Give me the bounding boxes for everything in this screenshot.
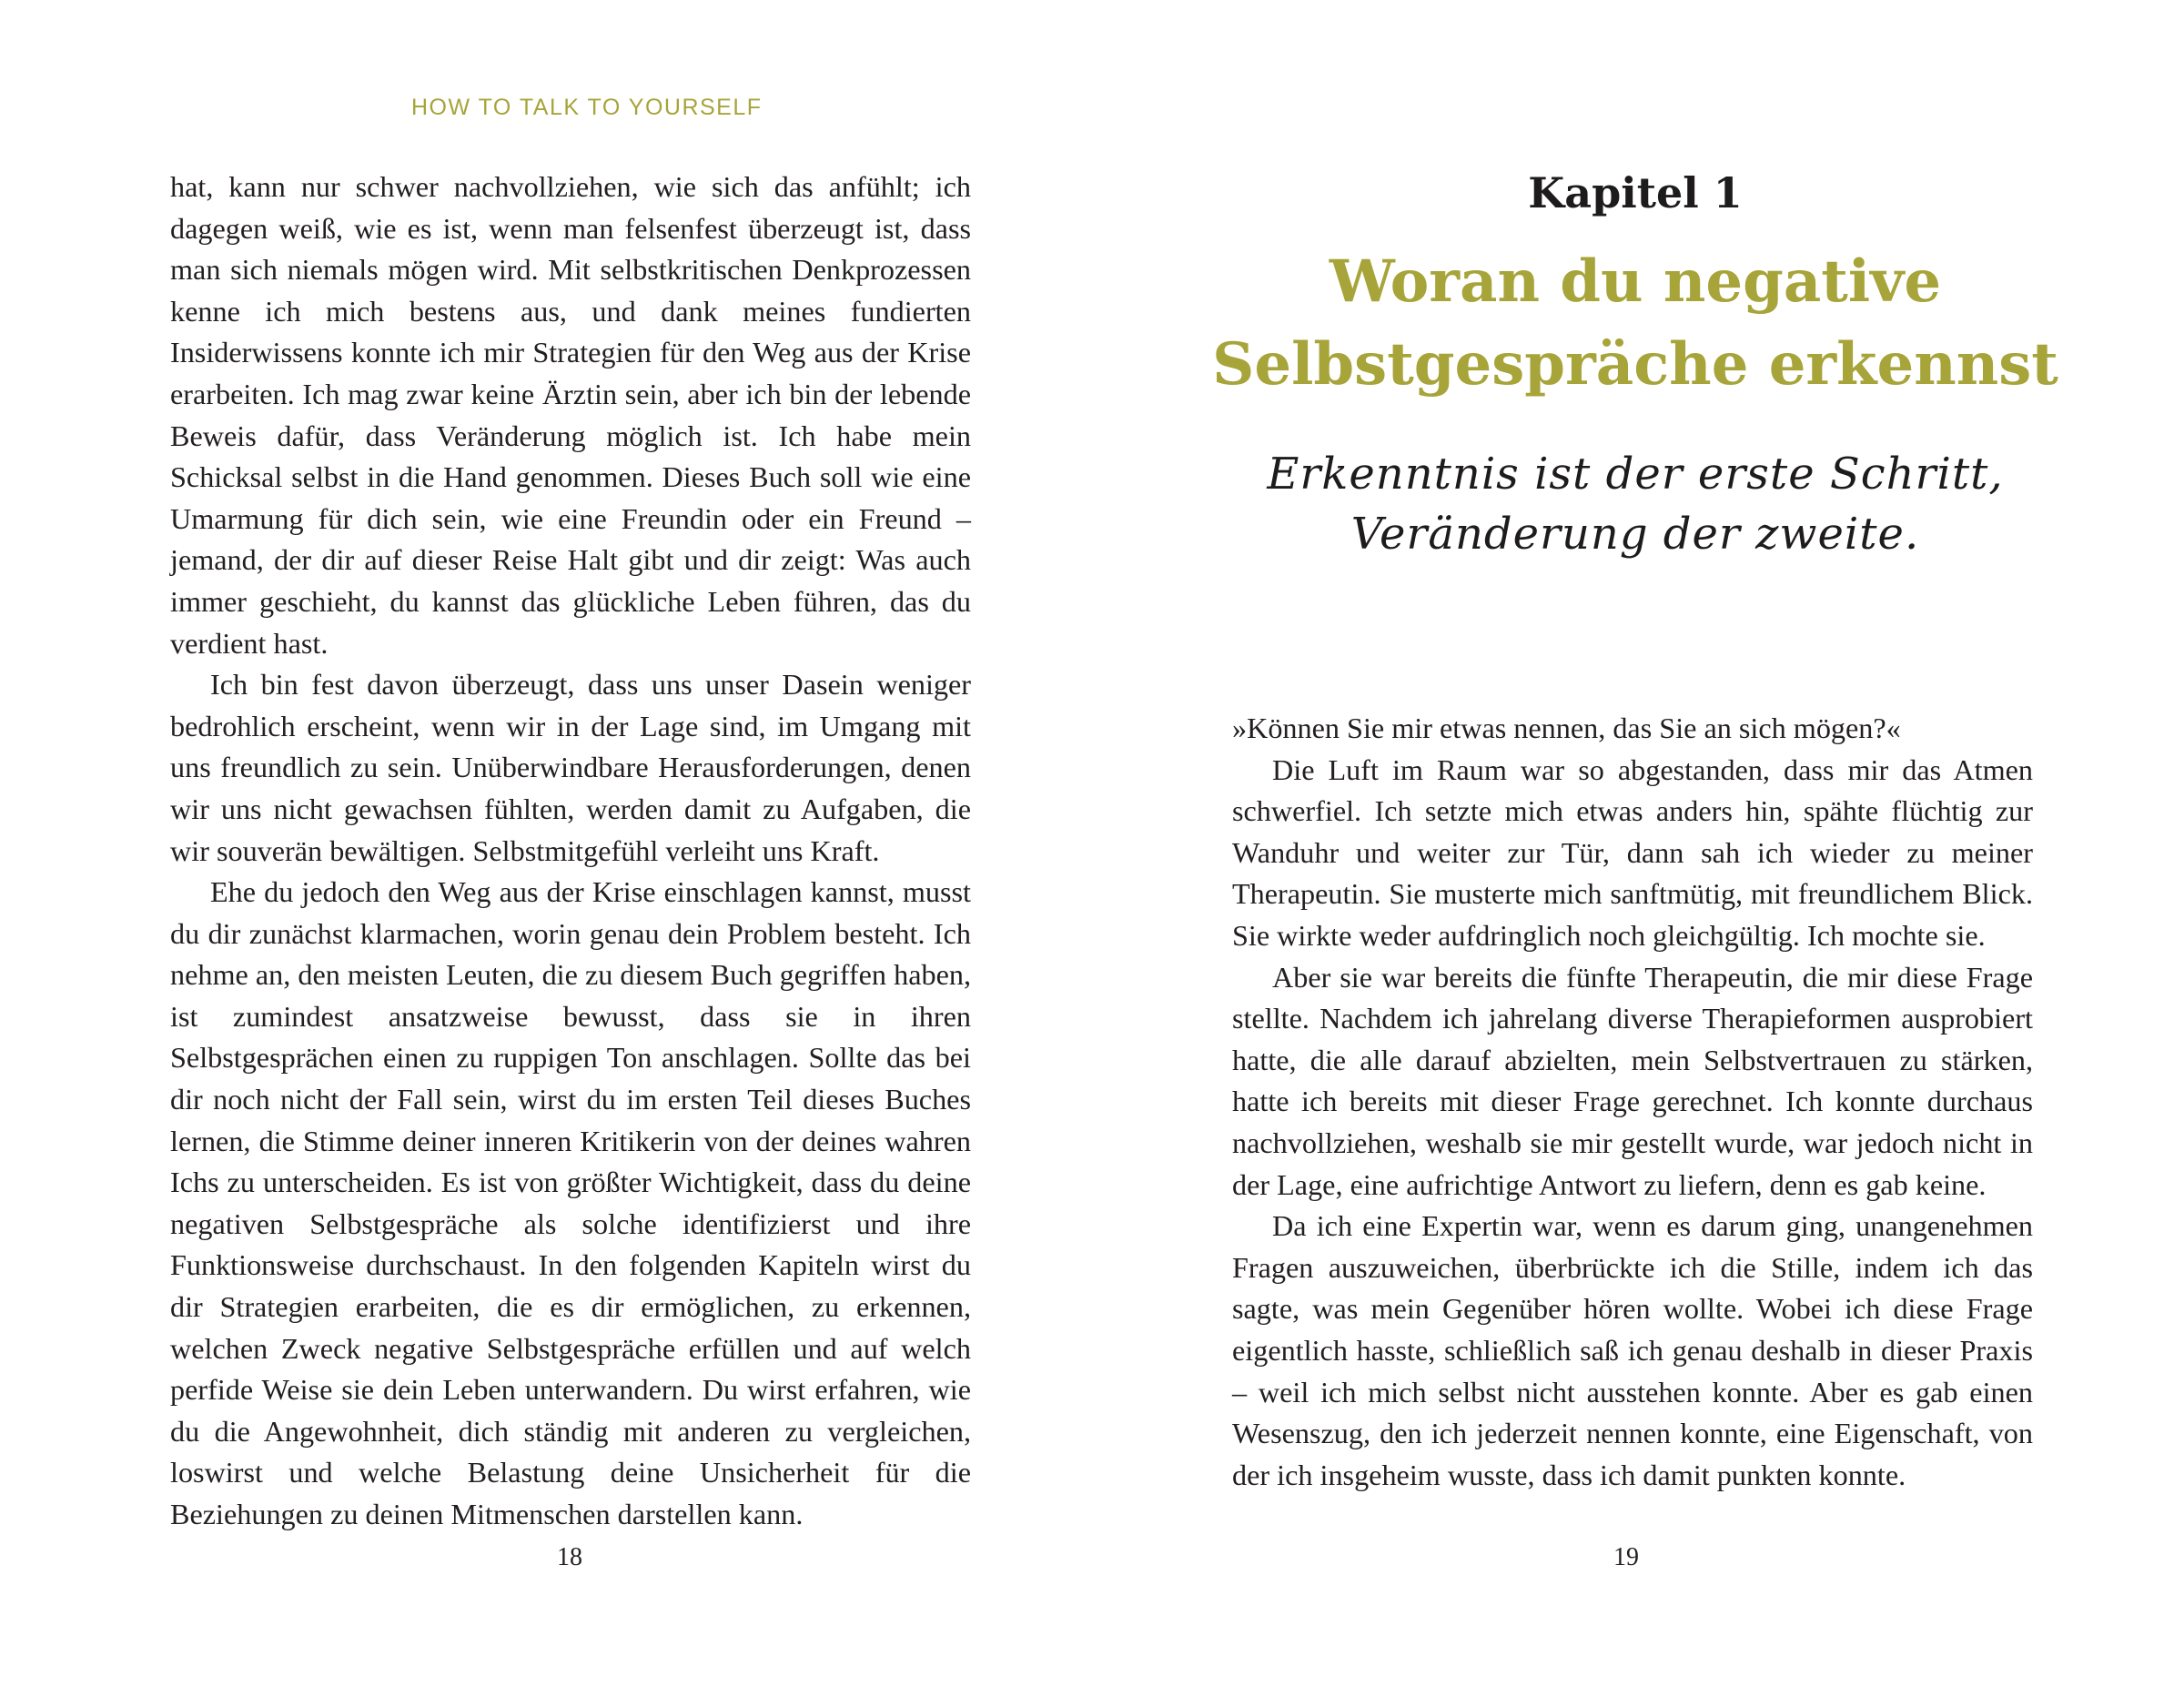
- epigraph: [1180, 444, 2090, 564]
- paragraph: Ehe du jedoch den Weg aus der Krise einschlagen kannst, musst du dir zunächst klarmachen, worin genau dein Problem besteht. Ich nehme an, den meisten Leuten, die zu diesem Buch gegriffen haben, ist zumindest ansatzweise bewusst, dass sie in ihren Selbstgesprächen einen zu ruppigen Ton anschlagen. Sollte das bei dir noch nicht der Fall sein, wirst du im ersten Teil dieses Buches lernen, die Stimme deiner inneren Kritikerin von der deines wahren Ichs zu unterscheiden. Es ist von größter Wichtigkeit, dass du deine negativen Selbstgespräche als solche identifizierst und ihre Funktionsweise durchschaust. In den folgenden Kapiteln wirst du dir Strategien erarbeiten, die es dir ermöglichen, zu erkennen, welchen Zweck negative Selbstgespräche erfüllen und auf welch perfide Weise sie dein Leben unterwandern. Du wirst erfahren, wie du die Angewohnheit, dich ständig mit anderen zu vergleichen, loswirst und welche Belastung deine Unsicherheit für die Beziehungen zu deinen Mitmenschen darstellen kann.: [170, 875, 971, 1530]
- right-body-text: [1232, 708, 2033, 1496]
- chapter-title-line: Woran du negative: [1329, 247, 1942, 316]
- page-number: 18: [557, 1543, 582, 1571]
- epigraph-line: Erkenntnis ist der erste Schritt,: [1267, 449, 2004, 500]
- paragraph: Aber sie war bereits die fünfte Therapeutin, die mir diese Frage stellte. Nachdem ich jahrelang diverse Therapieformen ausprobiert hatte, die alle darauf abzielten, mein Selbstvertrauen zu stärken, hatte ich bereits mit dieser Frage gerechnet. Ich konnte durchaus nachvollziehen, weshalb sie mir gestellt wurde, war jedoch nicht in der Lage, eine aufrichtige Antwort zu liefern, denn es gab keine.: [1232, 960, 2033, 1201]
- running-head: HOW TO TALK TO YOURSELF: [411, 95, 763, 120]
- paragraph: Ich bin fest davon überzeugt, dass uns unser Dasein weniger bedrohlich erscheint, wenn wir in der Lage sind, im Umgang mit uns freundlich zu sein. Unüberwindbare Herausforderungen, denen wir uns nicht gewachsen fühlten, werden damit zu Aufgaben, die wir souverän bewältigen. Selbstmitgefühl verleiht uns Kraft.: [170, 668, 971, 867]
- paragraph: hat, kann nur schwer nachvollziehen, wie sich das anfühlt; ich dagegen weiß, wie es ist, wenn man felsenfest überzeugt ist, dass man sich niemals mögen wird. Mit selbstkritischen Denkprozessen kenne ich mich bestens aus, und dank meines fundierten Insiderwissens konnte ich mir Strategien für den Weg aus der Krise erarbeiten. Ich mag zwar keine Ärztin sein, aber ich bin der lebende Beweis dafür, dass Veränderung möglich ist. Ich habe mein Schicksal selbst in die Hand genommen. Dieses Buch soll wie eine Umarmung für dich sein, wie eine Freundin oder ein Freund – jemand, der dir auf dieser Reise Halt gibt und dir zeigt: Was auch immer geschieht, du kannst das glückliche Leben führen, das du verdient hast.: [170, 170, 971, 660]
- left-body-text: [170, 167, 971, 1536]
- page-number: 19: [1613, 1543, 1639, 1571]
- paragraph: Da ich eine Expertin war, wenn es darum ging, unangenehmen Fragen auszuweichen, überbrückte ich die Stille, indem ich das sagte, was mein Gegenüber hören wollte. Wobei ich diese Frage eigentlich hasste, schließlich saß ich genau deshalb in dieser Praxis – weil ich mich selbst nicht ausstehen konnte. Aber es gab einen Wesenszug, den ich jederzeit nennen konnte, eine Eigenschaft, von der ich insgeheim wusste, dass ich damit punkten konnte.: [1232, 1209, 2033, 1491]
- paragraph: »Können Sie mir etwas nennen, das Sie an sich mögen?«: [1232, 712, 1901, 744]
- chapter-title-line: Selbstgespräche erkennst: [1212, 330, 2058, 399]
- chapter-title: [1180, 240, 2090, 406]
- right-page: [1092, 0, 2184, 1686]
- chapter-label: Kapitel 1: [1528, 168, 1743, 217]
- paragraph: Die Luft im Raum war so abgestanden, dass mir das Atmen schwerfiel. Ich setzte mich etwas anders hin, spähte flüchtig zur Wanduhr und weiter zur Tür, dann sah ich wieder zu meiner Therapeutin. Sie musterte mich sanftmütig, mit freundlichem Blick. Sie wirkte weder aufdringlich noch gleichgültig. Ich mochte sie.: [1232, 752, 2033, 952]
- epigraph-line: Veränderung der zweite.: [1350, 509, 1920, 560]
